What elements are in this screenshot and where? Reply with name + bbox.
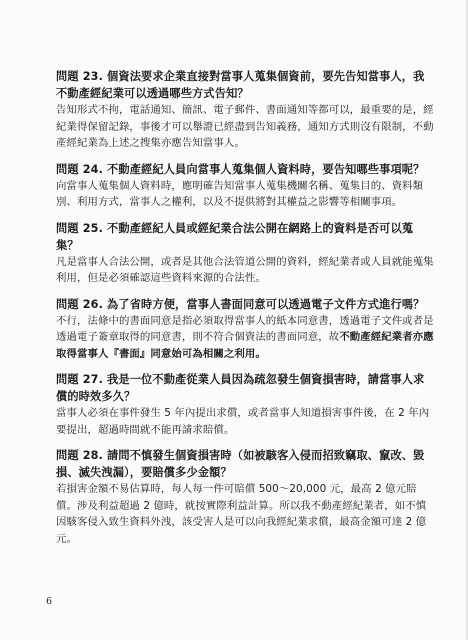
answer-26-bold: 不動產經紀業者亦應取得當事人『書面』同意始可為相關之利用。 [56, 331, 434, 360]
question-24: 問題 24. 不動產經紀人員向當事人蒐集個人資料時，要告知哪些事項呢？ [56, 162, 425, 176]
answer-24: 向當事人蒐集個人資料時，應明確告知當事人蒐集機關名稱、蒐集目的、資料類別、利用方式，當事人之權利，以及不提供將對其權益之影響等相關事項。 [56, 179, 424, 208]
qa-item-23 [56, 68, 434, 152]
qa-item-24 [56, 161, 434, 211]
question-27: 問題 27. 我是一位不動產從業人員因為疏忽發生個資損害時，請當事人求償的時效多久？ [56, 373, 425, 403]
answer-26-plain: 不行，法條中的書面同意是指必須取得當事人的紙本同意書，透過電子文件或者是透過電子簽章取得的同意書，則不符合個資法的書面同意，故 [56, 314, 434, 343]
answer-27: 當事人必須在事件發生 5 年內提出求償，或者當事人知道損害事件後，在 2 年內要提出，超過時間就不能再請求賠償。 [56, 407, 430, 436]
qa-item-28 [56, 447, 434, 547]
answer-25: 凡是當事人合法公開，或者是其他合法管道公開的資料，經紀業者或人員就能蒐集利用，但是必須確認這些資料來源的合法性。 [56, 255, 434, 284]
qa-item-25 [56, 220, 434, 287]
qa-item-27 [56, 371, 434, 438]
page-number: 6 [46, 596, 53, 607]
answer-26 [56, 313, 434, 363]
answer-23: 告知形式不拘，電話通知、簡訊、電子郵件、書面通知等都可以，最重要的是，經紀業得保留記錄，事後才可以舉證已經盡到告知義務，通知方式則沒有限制，不動產經紀業為上述之搜集亦應告知當事人。 [56, 104, 434, 149]
question-25: 問題 25. 不動產經紀人員或經紀業合法公開在網路上的資料是否可以蒐集？ [56, 221, 414, 252]
question-26: 問題 26. 為了省時方便，當事人書面同意可以透過電子文件方式進行嗎？ [56, 297, 425, 311]
question-28: 問題 28. 請問不慎發生個資損害時（如被駭客入侵而招致竊取、竄改、毀損、滅失洩漏），要賠償多少金額？ [56, 449, 425, 479]
question-23: 問題 23. 個資法要求企業直接對當事人蒐集個資前，要先告知當事人，我不動產經紀業可以透過哪些方式告知？ [56, 70, 425, 100]
qa-item-26 [56, 296, 434, 363]
answer-28: 若損害金額不易估算時，每人每一件可賠償 500～20,000 元，最高 2 億元賠償。涉及利益超過 2 億時，就按實際利益計算。所以我不動產經紀業者，如不慎因駭客侵入致生資料外洩，該受害人是可以向我經紀業求償，最高金額可達 2 億元。 [56, 483, 427, 545]
